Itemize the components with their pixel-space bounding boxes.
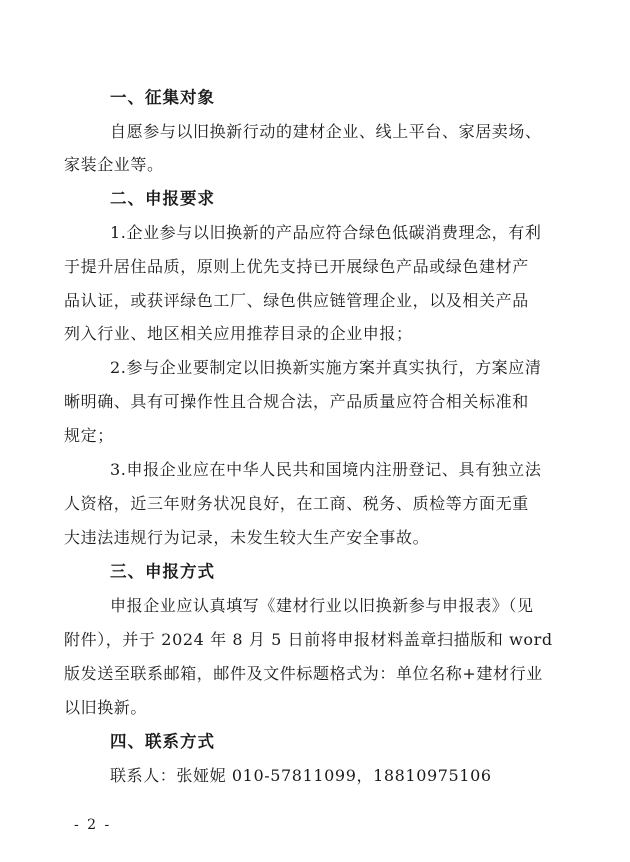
paragraph-line: 于提升居住品质，原则上优先支持已开展绿色产品或绿色建材产 <box>64 257 529 276</box>
contact-line: 联系人：张娅妮 010-57811099，18810975106 <box>110 766 492 785</box>
paragraph-line: 品认证，或获评绿色工厂、绿色供应链管理企业，以及相关产品 <box>64 291 529 310</box>
page-number: - 2 - <box>74 817 112 833</box>
section-heading-method: 三、申报方式 <box>110 562 215 581</box>
paragraph-line: 规定； <box>64 426 114 445</box>
paragraph-line: 版发送至联系邮箱，邮件及文件标题格式为：单位名称+建材行业 <box>64 664 543 683</box>
paragraph-line: 附件），并于 2024 年 8 月 5 日前将申报材料盖章扫描版和 word <box>64 630 553 649</box>
section-heading-targets: 一、征集对象 <box>110 88 215 107</box>
paragraph-line: 人资格，近三年财务状况良好，在工商、税务、质检等方面无重 <box>64 494 529 513</box>
section-heading-contact: 四、联系方式 <box>110 732 215 751</box>
paragraph-line: 1.企业参与以旧换新的产品应符合绿色低碳消费理念，有利 <box>110 223 542 242</box>
paragraph-line: 家装企业等。 <box>64 155 164 174</box>
paragraph-line: 列入行业、地区相关应用推荐目录的企业申报； <box>64 324 413 343</box>
paragraph-line: 以旧换新。 <box>64 698 148 717</box>
section-heading-requirements: 二、申报要求 <box>110 189 215 208</box>
paragraph-line: 3.申报企业应在中华人民共和国境内注册登记、具有独立法 <box>110 460 542 479</box>
paragraph-line: 自愿参与以旧换新行动的建材企业、线上平台、家居卖场、 <box>110 122 542 141</box>
paragraph-line: 大违法违规行为记录，未发生较大生产安全事故。 <box>64 528 430 547</box>
paragraph-line: 申报企业应认真填写《建材行业以旧换新参与申报表》（见 <box>110 596 534 615</box>
paragraph-line: 2.参与企业要制定以旧换新实施方案并真实执行，方案应清 <box>110 358 542 377</box>
paragraph-line: 晰明确、具有可操作性且合规合法，产品质量应符合相关标准和 <box>64 392 529 411</box>
